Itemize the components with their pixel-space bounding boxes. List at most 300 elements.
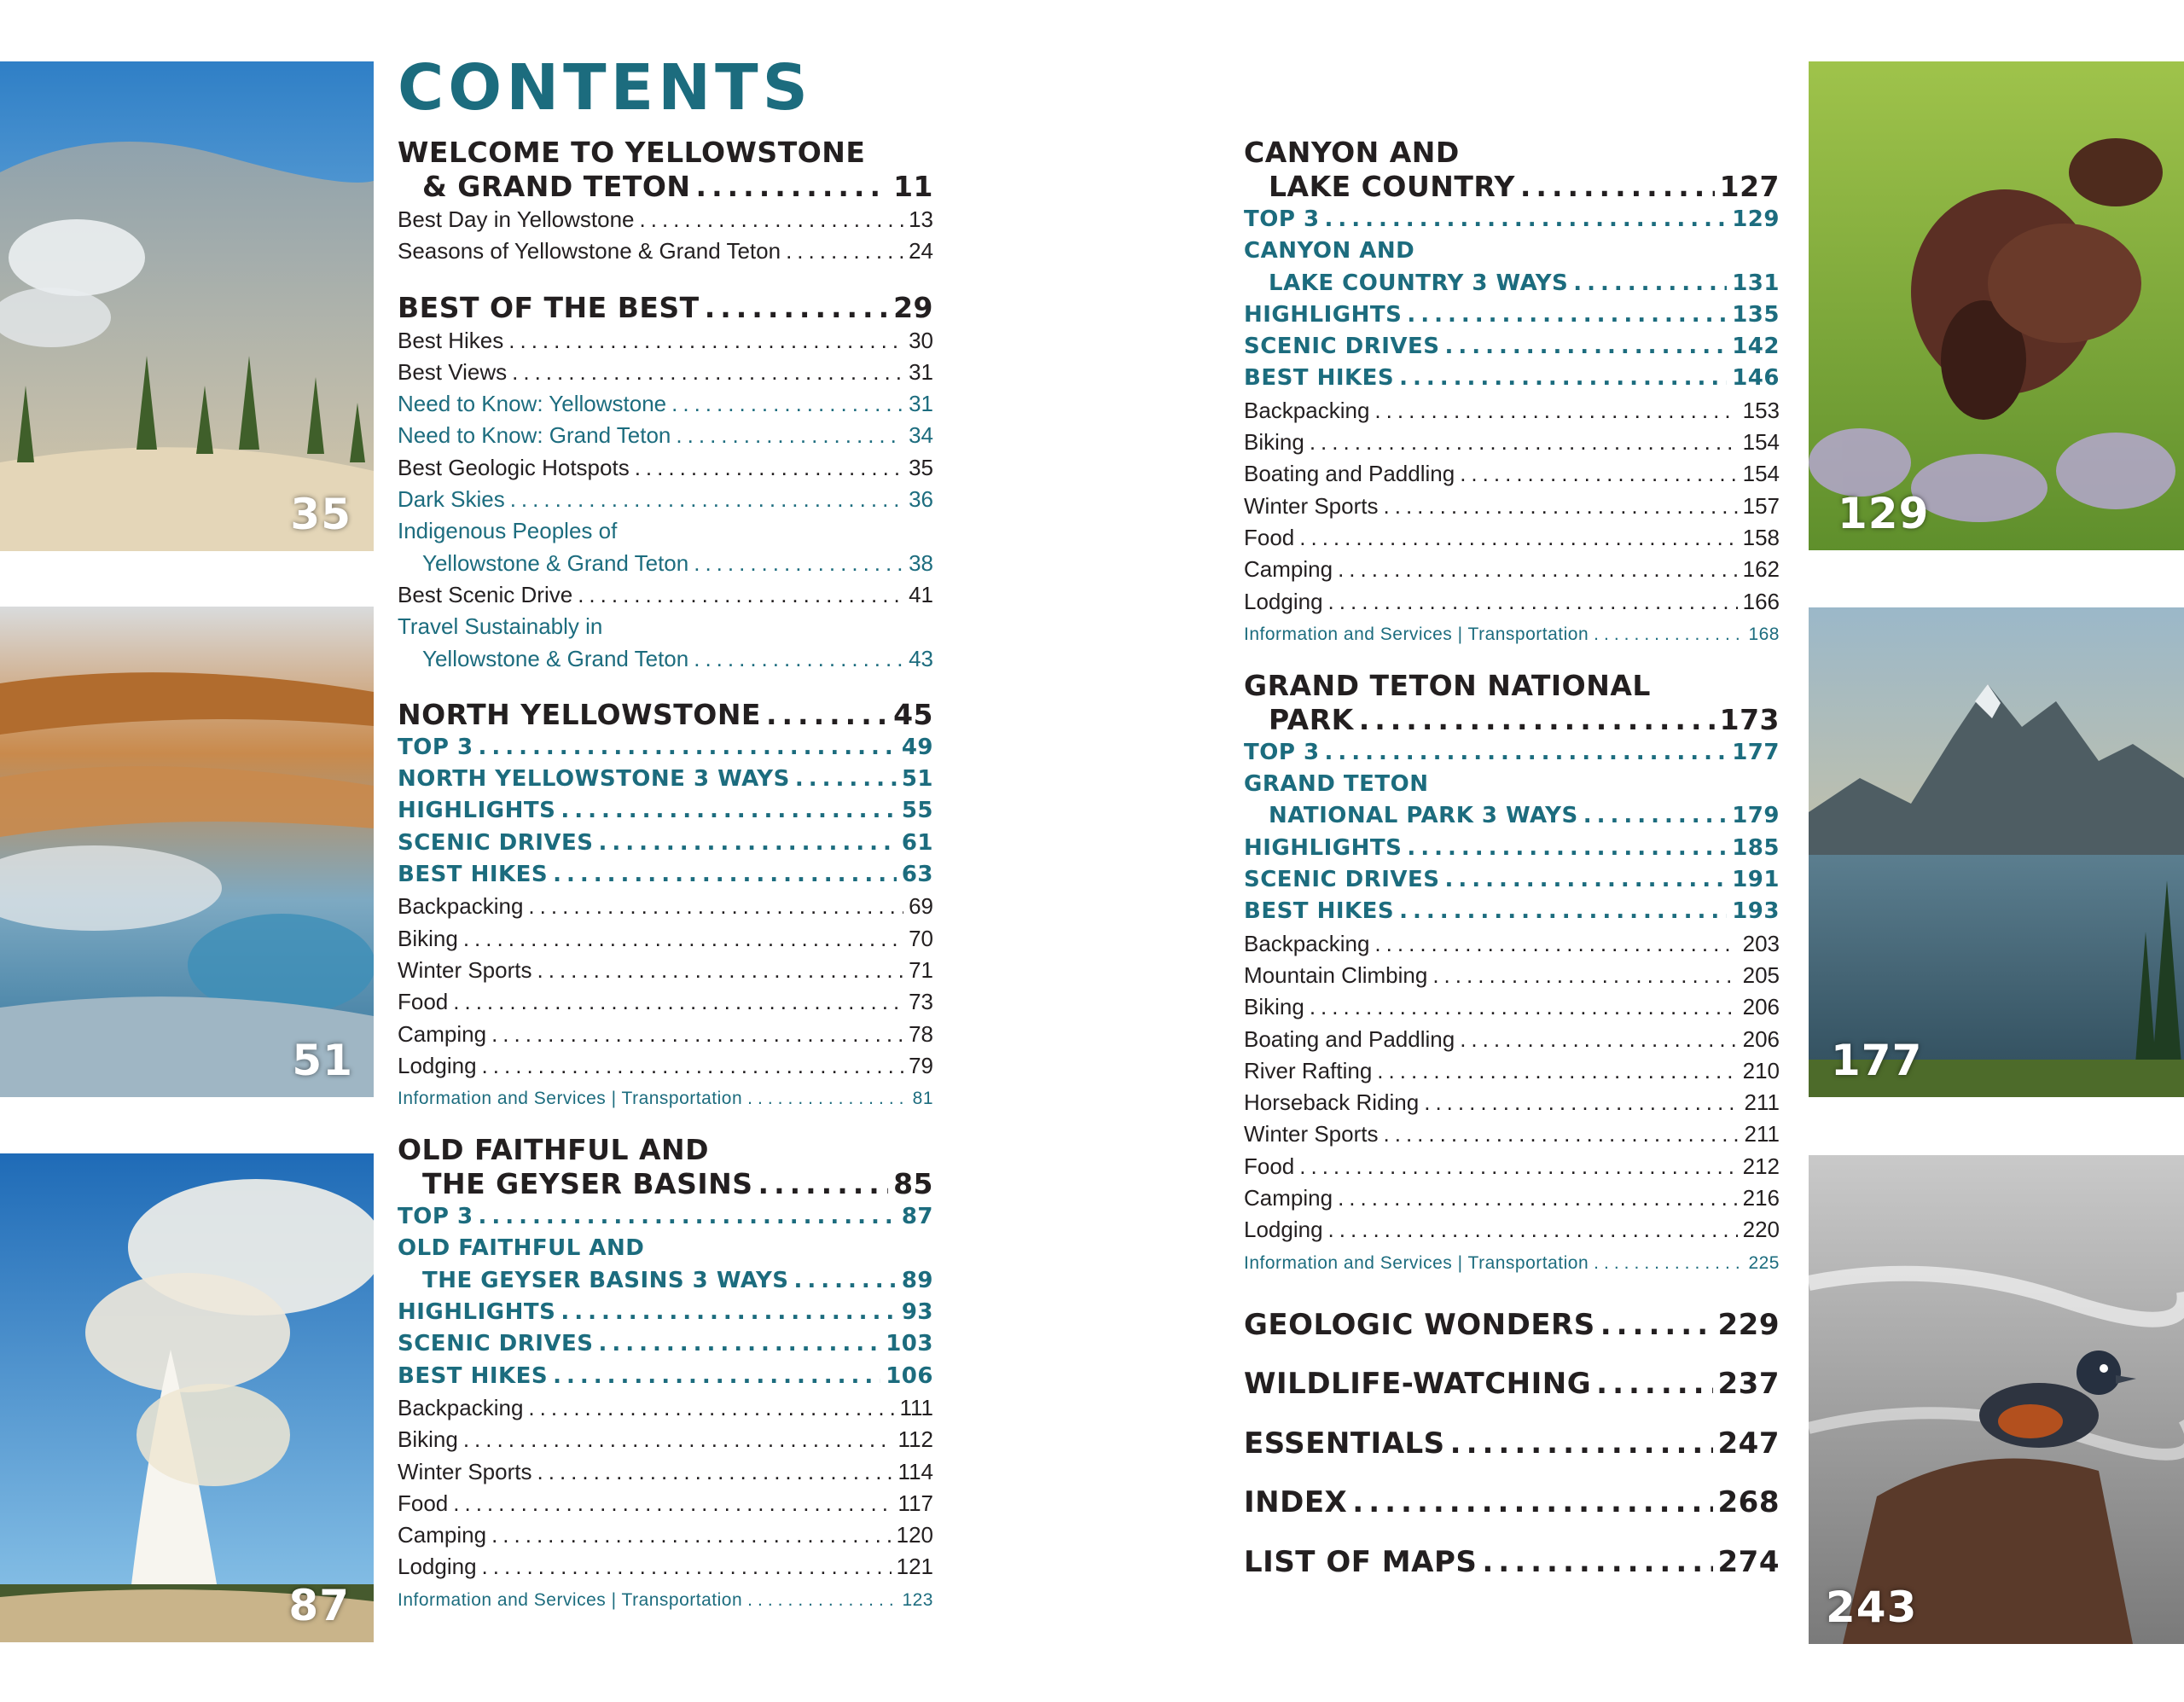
- toc-entry[interactable]: [398, 732, 933, 764]
- dot-leader: [1573, 268, 1727, 299]
- dot-leader: [553, 859, 897, 891]
- entry-label: Horseback Riding: [1244, 1089, 1420, 1116]
- photo-bison: [1809, 61, 2184, 550]
- photo-geyser: [0, 1153, 374, 1642]
- toc-entry[interactable]: [1244, 268, 1780, 299]
- entry-label: Biking: [398, 1426, 458, 1453]
- page-number: 93: [901, 1299, 933, 1326]
- section-heading: GEOLOGIC WONDERS: [1244, 1307, 1595, 1342]
- toc-section-back-matter: [1244, 1296, 1780, 1593]
- toc-entry[interactable]: [1244, 1533, 1780, 1593]
- toc-entry[interactable]: [398, 1019, 933, 1050]
- page-number: 71: [909, 956, 933, 983]
- toc-entry[interactable]: [398, 1583, 933, 1618]
- dot-leader: [671, 388, 903, 420]
- toc-entry[interactable]: [398, 1265, 933, 1297]
- dot-leader: [1594, 1246, 1743, 1281]
- toc-entry[interactable]: [398, 420, 933, 451]
- page-number: 225: [1748, 1252, 1780, 1273]
- entry-label: BEST HIKES: [398, 862, 549, 888]
- geyser-eruption-icon: [0, 1153, 374, 1642]
- entry-label: Backpacking: [1244, 397, 1370, 423]
- photo-hot-springs: [0, 61, 374, 551]
- page-number: 70: [909, 925, 933, 951]
- entry-label: Need to Know: Yellowstone: [398, 391, 667, 417]
- dot-leader: [561, 795, 896, 827]
- toc-section-welcome: [398, 136, 933, 268]
- section-heading: GRAND TETON NATIONAL: [1244, 668, 1651, 702]
- dot-leader: [758, 1167, 889, 1201]
- toc-entry[interactable]: [1244, 331, 1780, 363]
- entry-label: HIGHLIGHTS: [1244, 301, 1403, 328]
- toc-entry[interactable]: [398, 986, 933, 1018]
- toc-entry[interactable]: [1244, 299, 1780, 331]
- entry-label: TOP 3: [398, 1204, 473, 1230]
- page-number: 31: [909, 391, 933, 417]
- page-number: 79: [909, 1052, 933, 1078]
- entry-label: HIGHLIGHTS: [1244, 834, 1403, 861]
- toc-entry[interactable]: [1244, 800, 1780, 832]
- dot-leader: [479, 1201, 897, 1233]
- page-number: 179: [1732, 803, 1780, 829]
- dot-leader: [640, 204, 904, 235]
- entry-label-cont: Yellowstone & Grand Teton: [422, 645, 689, 671]
- entry-label: Biking: [1244, 994, 1304, 1020]
- section-heading-cont: LAKE COUNTRY: [1269, 170, 1515, 203]
- dot-leader: [1424, 1087, 1739, 1118]
- dot-leader: [1374, 928, 1737, 960]
- page-number: 131: [1732, 270, 1780, 296]
- dot-leader: [1407, 833, 1727, 864]
- toc-entry[interactable]: [398, 1050, 933, 1082]
- toc-entry[interactable]: [1244, 1087, 1780, 1118]
- entry-label: Winter Sports: [1244, 1121, 1379, 1147]
- toc-entry[interactable]: [1244, 703, 1780, 737]
- toc-entry[interactable]: [1244, 1055, 1780, 1087]
- toc-entry[interactable]: [398, 764, 933, 795]
- toc-section-best-of: [398, 291, 933, 675]
- dot-leader: [512, 357, 903, 388]
- dot-leader: [1328, 586, 1738, 618]
- entry-label: Food: [1244, 524, 1295, 550]
- page-number: 237: [1717, 1367, 1780, 1402]
- entry-label: Lodging: [398, 1554, 477, 1580]
- dot-leader: [1310, 991, 1738, 1023]
- entry-label: Best Scenic Drive: [398, 581, 573, 607]
- toc-entry[interactable]: [398, 643, 933, 675]
- page-number: 158: [1742, 524, 1780, 550]
- toc-entry[interactable]: [1244, 991, 1780, 1023]
- section-heading-cont: THE GEYSER BASINS: [422, 1167, 753, 1201]
- page-number: 154: [1742, 461, 1780, 487]
- toc-entry[interactable]: [398, 1297, 933, 1328]
- entry-label[interactable]: Travel Sustainably in: [398, 613, 603, 640]
- entry-label: Backpacking: [398, 893, 524, 920]
- entry-label: Seasons of Yellowstone & Grand Teton: [398, 238, 781, 264]
- page-number: 142: [1732, 334, 1780, 360]
- entry-label[interactable]: GRAND TETON: [1244, 771, 1429, 798]
- toc-entry[interactable]: [398, 1201, 933, 1233]
- entry-label: Food: [398, 989, 449, 1015]
- travertine-terraces-icon: [0, 607, 374, 1097]
- page-number: 36: [909, 486, 933, 513]
- entry-label[interactable]: OLD FAITHFUL AND: [398, 1235, 645, 1262]
- dot-leader: [1596, 1355, 1712, 1414]
- toc-entry[interactable]: [398, 1424, 933, 1455]
- dot-leader: [1445, 864, 1728, 896]
- page-number: 123: [902, 1589, 933, 1610]
- dot-leader: [1328, 1214, 1738, 1246]
- toc-entry[interactable]: [1244, 1024, 1780, 1055]
- entry-label: BEST HIKES: [398, 1362, 549, 1389]
- toc-section-old-faithful: [398, 1133, 933, 1618]
- entry-label: BEST HIKES: [1244, 365, 1395, 392]
- photo-page-number: 35: [290, 490, 351, 539]
- toc-entry[interactable]: [398, 325, 933, 357]
- toc-entry[interactable]: [398, 1551, 933, 1583]
- section-heading: OLD FAITHFUL AND: [398, 1133, 710, 1167]
- toc-entry[interactable]: [1244, 1151, 1780, 1182]
- toc-entry[interactable]: [1244, 491, 1780, 522]
- toc-entry[interactable]: [398, 1392, 933, 1424]
- entry-label: SCENIC DRIVES: [398, 829, 594, 856]
- page-title: CONTENTS: [398, 51, 812, 125]
- dot-leader: [1583, 800, 1727, 832]
- page-number: 166: [1742, 588, 1780, 614]
- entry-label: Biking: [1244, 429, 1304, 456]
- dot-leader: [696, 170, 889, 204]
- entry-label: Boating and Paddling: [1244, 461, 1455, 487]
- toc-entry[interactable]: [398, 698, 933, 732]
- page-number: 11: [893, 170, 933, 203]
- page-number: 121: [896, 1554, 933, 1580]
- page-number: 212: [1742, 1153, 1780, 1179]
- toc-entry[interactable]: [1244, 458, 1780, 490]
- toc-entry[interactable]: [398, 235, 933, 267]
- toc-entry[interactable]: [1244, 737, 1780, 769]
- page-number: 30: [909, 327, 933, 353]
- page-number: 51: [901, 766, 933, 793]
- dot-leader: [635, 452, 903, 484]
- toc-entry[interactable]: [1244, 586, 1780, 618]
- toc-entry[interactable]: [1244, 1473, 1780, 1533]
- toc-entry[interactable]: [1244, 960, 1780, 991]
- toc-entry[interactable]: [1244, 618, 1780, 652]
- toc-entry[interactable]: [398, 1082, 933, 1116]
- entry-label: SCENIC DRIVES: [398, 1331, 594, 1357]
- dot-leader: [1338, 1182, 1738, 1214]
- toc-entry[interactable]: [1244, 928, 1780, 960]
- page-number: 157: [1742, 492, 1780, 519]
- dot-leader: [578, 579, 903, 611]
- entry-label: Mountain Climbing: [1244, 961, 1428, 988]
- section-heading: LIST OF MAPS: [1244, 1544, 1478, 1579]
- dot-leader: [463, 923, 903, 955]
- dot-leader: [786, 235, 903, 267]
- page-number: 111: [899, 1394, 933, 1420]
- dot-leader: [1299, 1151, 1737, 1182]
- entry-label: Camping: [398, 1020, 487, 1047]
- dot-leader: [537, 1456, 893, 1488]
- page-number: 61: [901, 829, 933, 856]
- dot-leader: [676, 420, 903, 451]
- mountain-lake-icon: [1809, 607, 2184, 1097]
- toc-entry[interactable]: [398, 170, 933, 204]
- section-heading: NORTH YELLOWSTONE: [398, 697, 761, 731]
- page-number: 168: [1748, 624, 1780, 644]
- dot-leader: [491, 1019, 903, 1050]
- page-number: 49: [901, 734, 933, 760]
- dot-leader: [1325, 204, 1728, 235]
- dot-leader: [510, 484, 903, 515]
- page-number: 106: [886, 1362, 933, 1389]
- page-number: 38: [909, 549, 933, 576]
- dot-leader: [1600, 1296, 1713, 1356]
- entry-label: HIGHLIGHTS: [398, 1299, 556, 1326]
- dot-leader: [599, 1328, 881, 1360]
- entry-label-cont: LAKE COUNTRY 3 WAYS: [1269, 270, 1569, 296]
- page-number: 73: [909, 989, 933, 1015]
- page-number: 103: [886, 1331, 933, 1357]
- section-heading-cont: & GRAND TETON: [422, 170, 691, 203]
- entry-label: Lodging: [1244, 1217, 1323, 1243]
- dot-leader: [599, 828, 897, 859]
- dot-leader: [561, 1297, 896, 1328]
- toc-entry[interactable]: [398, 891, 933, 922]
- toc-entry[interactable]: [1244, 427, 1780, 458]
- entry-label: Information and Services | Transportation: [1244, 624, 1589, 644]
- toc-entry[interactable]: [398, 291, 933, 325]
- toc-entry[interactable]: [398, 484, 933, 515]
- entry-label: Lodging: [398, 1052, 477, 1078]
- hot-springs-terraces-icon: [0, 61, 374, 551]
- page-number: 69: [909, 893, 933, 920]
- toc-entry[interactable]: [1244, 1214, 1780, 1246]
- entry-label[interactable]: CANYON AND: [1244, 238, 1415, 264]
- toc-section-canyon: [1244, 136, 1780, 652]
- dot-leader: [694, 548, 903, 579]
- toc-entry[interactable]: [1244, 864, 1780, 896]
- entry-label: Winter Sports: [398, 956, 532, 983]
- entry-label: Food: [398, 1490, 449, 1516]
- page-number: 129: [1732, 206, 1780, 232]
- dot-leader: [482, 1050, 904, 1082]
- page-number: 205: [1742, 961, 1780, 988]
- photo-page-number: 51: [292, 1036, 353, 1085]
- toc-entry[interactable]: [1244, 1182, 1780, 1214]
- entry-label[interactable]: Indigenous Peoples of: [398, 518, 618, 544]
- page-number: 216: [1742, 1185, 1780, 1211]
- dot-leader: [747, 1082, 907, 1116]
- section-heading: WILDLIFE-WATCHING: [1244, 1367, 1592, 1402]
- section-heading: WELCOME TO YELLOWSTONE: [398, 136, 866, 169]
- toc-entry[interactable]: [398, 357, 933, 388]
- toc-entry[interactable]: [398, 1456, 933, 1488]
- dot-leader: [463, 1424, 893, 1455]
- entry-label: Best Day in Yellowstone: [398, 206, 635, 232]
- page-number: 41: [909, 581, 933, 607]
- entry-label: BEST HIKES: [1244, 898, 1395, 925]
- toc-entry[interactable]: [1244, 1355, 1780, 1414]
- dot-leader: [1594, 618, 1743, 652]
- dot-leader: [794, 1265, 897, 1297]
- dot-leader: [1407, 299, 1727, 331]
- entry-label: Winter Sports: [1244, 492, 1379, 519]
- entry-label: Winter Sports: [398, 1458, 532, 1484]
- dot-leader: [537, 955, 904, 986]
- toc-entry[interactable]: [398, 204, 933, 235]
- toc-entry[interactable]: [1244, 833, 1780, 864]
- toc-entry[interactable]: [398, 1361, 933, 1392]
- dot-leader: [528, 891, 903, 922]
- page-number: 89: [901, 1267, 933, 1293]
- page-number: 45: [893, 697, 933, 731]
- dot-leader: [705, 291, 888, 325]
- entry-label: HIGHLIGHTS: [398, 798, 556, 824]
- entry-label: TOP 3: [1244, 206, 1320, 232]
- toc-entry[interactable]: [1244, 1414, 1780, 1474]
- page-number: 117: [897, 1490, 933, 1516]
- page-number: 43: [909, 645, 933, 671]
- entry-label: Information and Services | Transportation: [1244, 1252, 1589, 1273]
- page-number: 35: [909, 454, 933, 480]
- page-number: 229: [1717, 1307, 1780, 1342]
- dot-leader: [1520, 170, 1715, 204]
- toc-entry[interactable]: [1244, 170, 1780, 204]
- page-number: 206: [1742, 994, 1780, 1020]
- dot-leader: [1450, 1414, 1713, 1474]
- dot-leader: [1384, 1118, 1740, 1150]
- toc-entry[interactable]: [398, 795, 933, 827]
- toc-entry[interactable]: [398, 579, 933, 611]
- dot-leader: [1338, 554, 1738, 585]
- page-number: 31: [909, 358, 933, 385]
- entry-label: Biking: [398, 925, 458, 951]
- page-number: 220: [1742, 1217, 1780, 1243]
- entry-label: Information and Services | Transportation: [398, 1589, 743, 1610]
- section-heading: BEST OF THE BEST: [398, 290, 700, 324]
- page-number: 177: [1732, 739, 1780, 765]
- dot-leader: [795, 764, 897, 795]
- entry-label: Information and Services | Transportation: [398, 1089, 743, 1109]
- dot-leader: [479, 732, 897, 764]
- page-number: 274: [1717, 1544, 1780, 1579]
- dot-leader: [747, 1583, 897, 1618]
- page-number: 191: [1732, 867, 1780, 893]
- toc-entry[interactable]: [1244, 395, 1780, 427]
- page-number: 13: [909, 206, 933, 232]
- dot-leader: [1460, 458, 1737, 490]
- dot-leader: [1377, 1055, 1737, 1087]
- section-heading-cont: PARK: [1269, 702, 1354, 736]
- page-number: 81: [912, 1089, 933, 1109]
- toc-entry[interactable]: [398, 548, 933, 579]
- toc-entry[interactable]: [398, 955, 933, 986]
- page-number: 193: [1732, 898, 1780, 925]
- page-number: 206: [1742, 1025, 1780, 1052]
- toc-left-column: [398, 136, 933, 1618]
- dot-leader: [694, 643, 903, 675]
- toc-entry[interactable]: [398, 828, 933, 859]
- dot-leader: [508, 325, 903, 357]
- toc-entry[interactable]: [398, 452, 933, 484]
- photo-page-number: 129: [1838, 489, 1930, 538]
- page-number: 185: [1732, 834, 1780, 861]
- entry-label: Lodging: [1244, 588, 1323, 614]
- toc-entry[interactable]: [398, 1519, 933, 1551]
- toc-entry[interactable]: [398, 859, 933, 891]
- entry-label: TOP 3: [1244, 739, 1320, 765]
- toc-entry[interactable]: [1244, 204, 1780, 235]
- entry-label-cont: NATIONAL PARK 3 WAYS: [1269, 803, 1578, 829]
- section-heading: CANYON AND: [1244, 136, 1460, 169]
- toc-entry[interactable]: [398, 1328, 933, 1360]
- page-number: 135: [1732, 301, 1780, 328]
- photo-mountain-lake: [1809, 607, 2184, 1097]
- entry-label: Boating and Paddling: [1244, 1025, 1455, 1052]
- entry-label: Food: [1244, 1153, 1295, 1179]
- photo-page-number: 177: [1831, 1036, 1923, 1085]
- section-heading: INDEX: [1244, 1485, 1348, 1520]
- toc-entry[interactable]: [398, 1488, 933, 1519]
- dot-leader: [1384, 491, 1738, 522]
- page-number: 114: [897, 1458, 933, 1484]
- entry-label: Best Geologic Hotspots: [398, 454, 630, 480]
- toc-entry[interactable]: [1244, 1118, 1780, 1150]
- toc-entry[interactable]: [1244, 363, 1780, 394]
- toc-entry[interactable]: [398, 923, 933, 955]
- toc-entry[interactable]: [398, 388, 933, 420]
- dot-leader: [482, 1551, 892, 1583]
- page-number: 24: [909, 238, 933, 264]
- dot-leader: [1445, 331, 1728, 363]
- dot-leader: [1299, 522, 1737, 554]
- page-number: 29: [893, 290, 933, 324]
- dot-leader: [1399, 896, 1727, 927]
- dot-leader: [1352, 1473, 1712, 1533]
- entry-label: Best Views: [398, 358, 508, 385]
- dot-leader: [453, 1488, 892, 1519]
- toc-section-grand-teton: [1244, 669, 1780, 1281]
- entry-label-cont: Yellowstone & Grand Teton: [422, 549, 689, 576]
- toc-entry[interactable]: [1244, 896, 1780, 927]
- dot-leader: [1460, 1024, 1737, 1055]
- entry-label: Camping: [1244, 1185, 1333, 1211]
- toc-entry[interactable]: [1244, 554, 1780, 585]
- entry-label: NORTH YELLOWSTONE 3 WAYS: [398, 766, 790, 793]
- dot-leader: [453, 986, 903, 1018]
- dot-leader: [1482, 1533, 1712, 1593]
- photo-page-number: 87: [288, 1581, 350, 1630]
- bison-icon: [1809, 61, 2184, 550]
- toc-entry[interactable]: [1244, 522, 1780, 554]
- dot-leader: [1359, 703, 1715, 737]
- page-number: 34: [909, 422, 933, 449]
- dot-leader: [1399, 363, 1727, 394]
- entry-label: SCENIC DRIVES: [1244, 334, 1440, 360]
- dot-leader: [553, 1361, 880, 1392]
- page-number: 268: [1717, 1485, 1780, 1520]
- entry-label: Backpacking: [1244, 930, 1370, 956]
- page-number: 154: [1742, 429, 1780, 456]
- toc-entry[interactable]: [1244, 1296, 1780, 1356]
- entry-label: Camping: [1244, 556, 1333, 583]
- page-number: 153: [1742, 397, 1780, 423]
- toc-entry[interactable]: [1244, 1246, 1780, 1281]
- toc-entry[interactable]: [398, 1167, 933, 1201]
- page-number: 120: [896, 1522, 933, 1548]
- dot-leader: [766, 698, 888, 732]
